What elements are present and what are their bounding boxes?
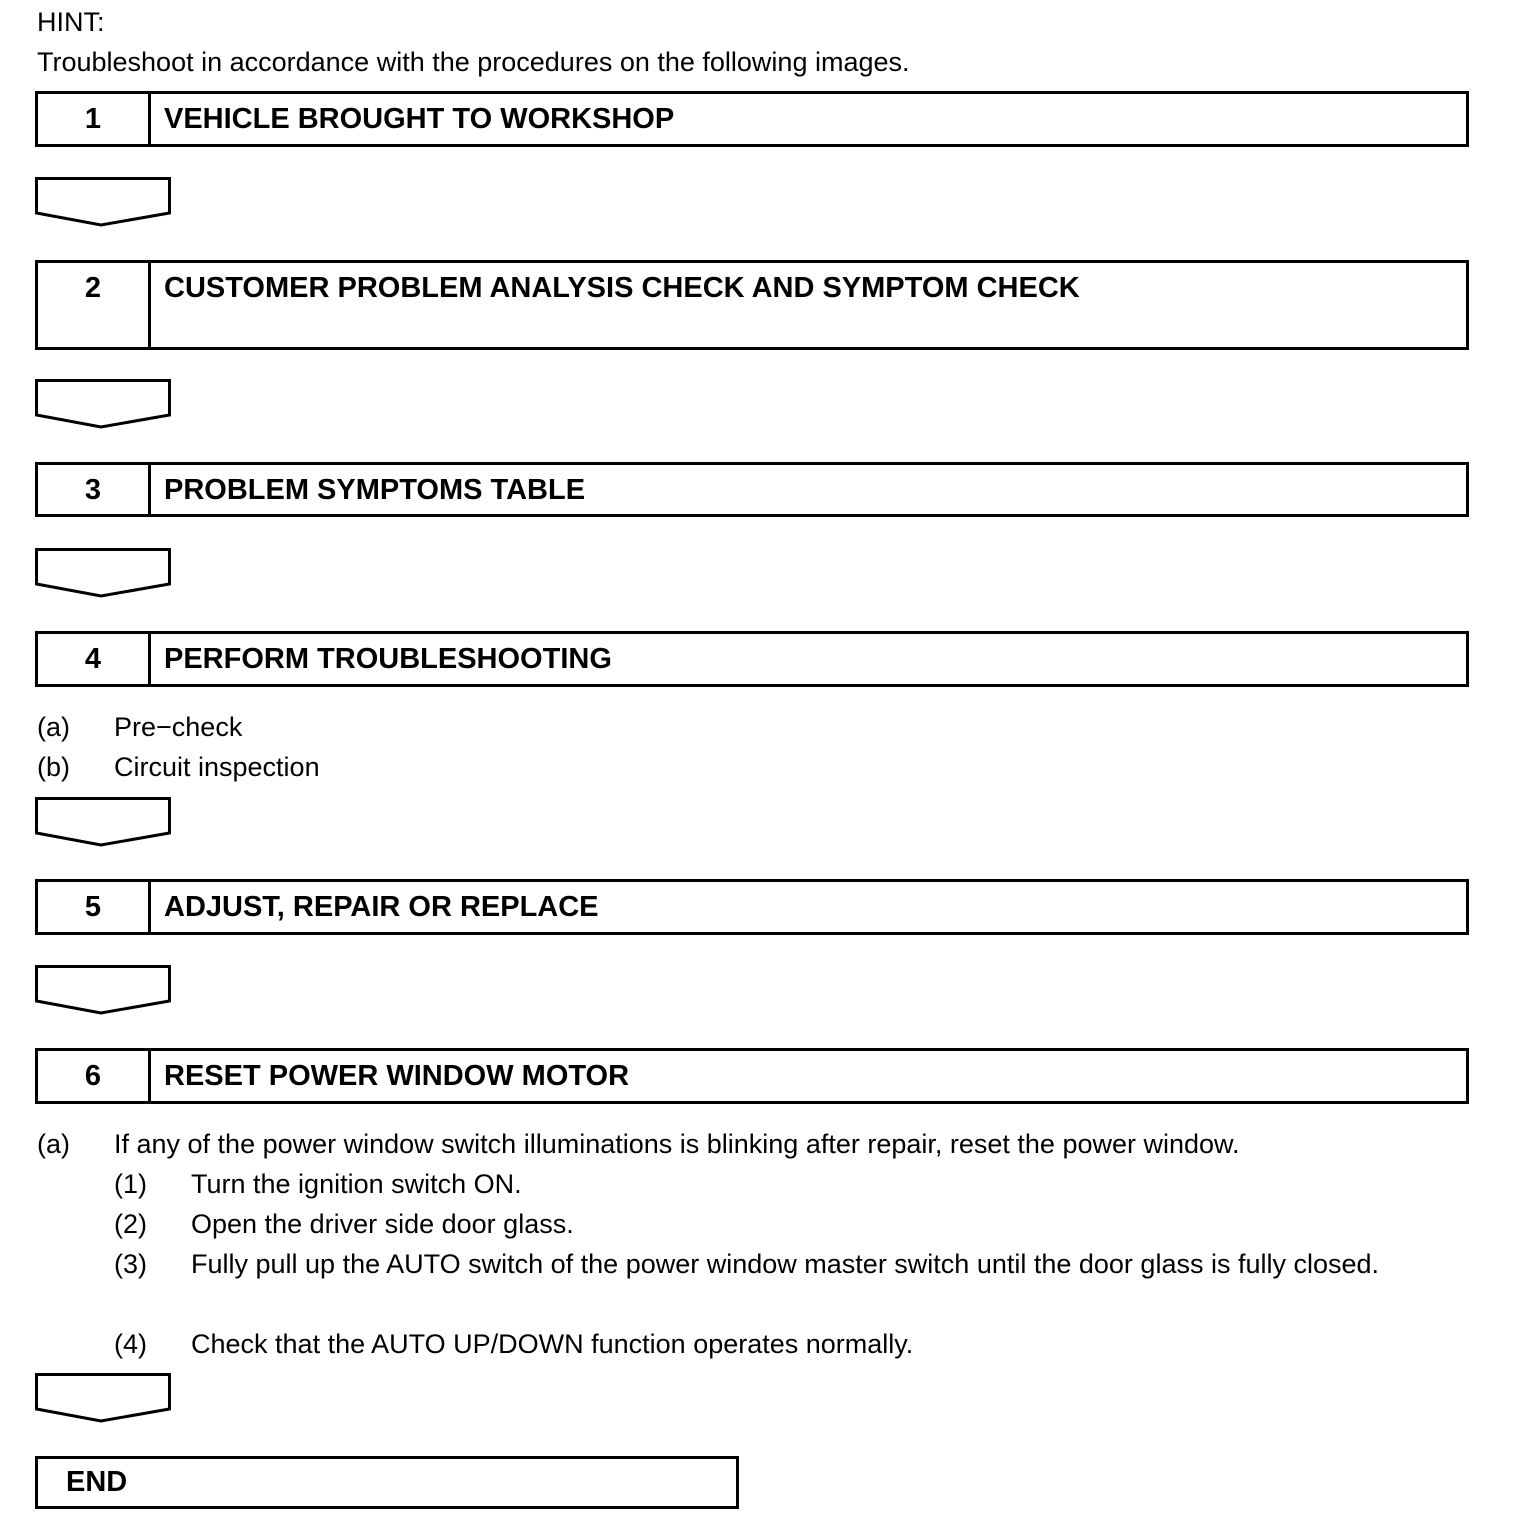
step-2-box	[35, 260, 1469, 350]
step-5-box	[35, 879, 1469, 935]
flow-arrow-icon	[35, 797, 171, 847]
item-label: (a)	[37, 712, 70, 742]
subitem-label: (4)	[114, 1329, 147, 1359]
step-1-box	[35, 91, 1469, 147]
hint-label: HINT:	[37, 7, 105, 37]
step-number: 3	[38, 465, 151, 514]
item-label: (a)	[37, 1129, 70, 1159]
subitem-label: (1)	[114, 1169, 147, 1199]
subitem-label: (3)	[114, 1249, 147, 1279]
flow-arrow-icon	[35, 965, 171, 1015]
step-title: RESET POWER WINDOW MOTOR	[164, 1060, 630, 1092]
item-label: (b)	[37, 752, 70, 782]
subitem-text: Open the driver side door glass.	[191, 1209, 574, 1239]
end-box	[35, 1456, 739, 1509]
step-title: PERFORM TROUBLESHOOTING	[164, 643, 612, 675]
step-6-box	[35, 1048, 1469, 1104]
subitem-text: Check that the AUTO UP/DOWN function operates normally.	[191, 1329, 914, 1359]
step-number: 4	[38, 634, 151, 684]
item-text: Circuit inspection	[114, 752, 320, 782]
hint-text: Troubleshoot in accordance with the procedures on the following images.	[37, 47, 910, 77]
step-number: 2	[38, 263, 151, 347]
subitem-label: (2)	[114, 1209, 147, 1239]
subitem-text: Turn the ignition switch ON.	[191, 1169, 522, 1199]
step-title: VEHICLE BROUGHT TO WORKSHOP	[164, 103, 675, 135]
step-title: CUSTOMER PROBLEM ANALYSIS CHECK AND SYMPTOM CHECK	[164, 272, 1080, 304]
flow-arrow-icon	[35, 1373, 171, 1423]
step-number: 5	[38, 882, 151, 932]
step-number: 6	[38, 1051, 151, 1101]
step-title: PROBLEM SYMPTOMS TABLE	[164, 474, 586, 506]
step-title: ADJUST, REPAIR OR REPLACE	[164, 891, 599, 923]
flow-arrow-icon	[35, 177, 171, 227]
step-4-box	[35, 631, 1469, 687]
step-number: 1	[38, 94, 151, 144]
step-3-box	[35, 462, 1469, 517]
item-text: Pre−check	[114, 712, 243, 742]
flow-arrow-icon	[35, 548, 171, 598]
flow-arrow-icon	[35, 379, 171, 429]
subitem-text: Fully pull up the AUTO switch of the power window master switch until the door glass is fully closed.	[191, 1249, 1380, 1279]
item-text: If any of the power window switch illuminations is blinking after repair, reset the power window.	[114, 1129, 1240, 1159]
end-label: END	[66, 1466, 128, 1498]
